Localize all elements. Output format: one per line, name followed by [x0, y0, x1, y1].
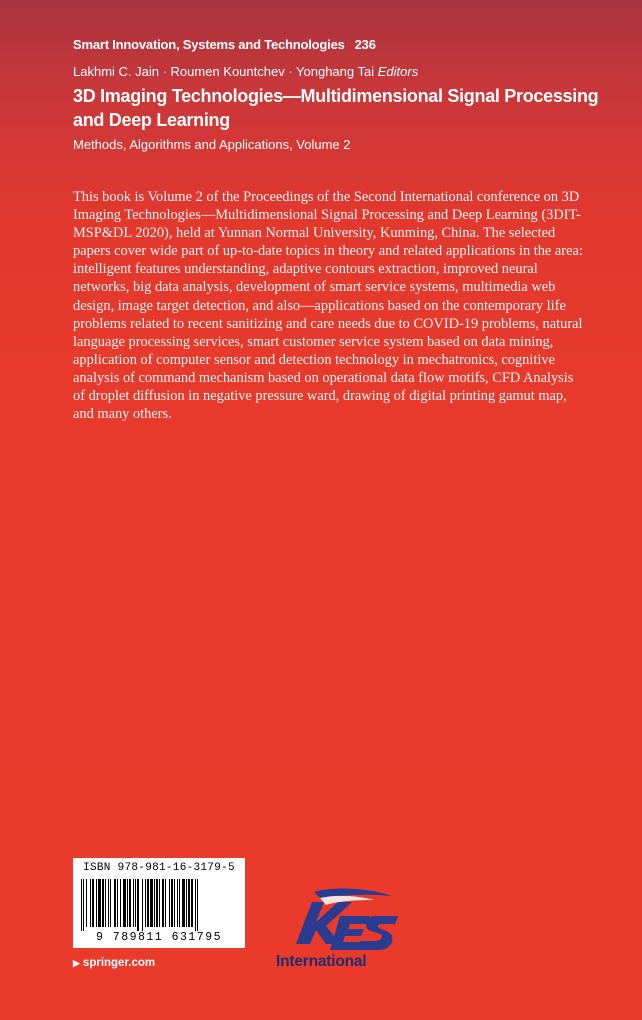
editor-names: Lakhmi C. Jain · Roumen Kountchev · Yonghang Tai [73, 64, 375, 79]
triangle-right-icon: ▶ [73, 958, 80, 968]
series-volume-number: 236 [354, 37, 376, 52]
publisher-website[interactable] [73, 957, 155, 969]
book-subtitle: Methods, Algorithms and Applications, Volume 2 [73, 137, 351, 152]
book-description: This book is Volume 2 of the Proceedings of the Second International conference on 3D Imaging Technologies—Multidimensional Signal Processing and Deep Learning (3DIT-MSP&DL 2020), held at Yunnan Normal University, Kunming, China. The selected papers cover wide part of up-to-date topics in theory and related applications in the area: intelligent features understanding, adaptive contours extraction, improved neural networks, big data analysis, development of smart service systems, multimedia web design, image target detection, and also—applications based on the contemporary life problems related to recent sanitizing and care needs due to COVID-19 problems, natural language processing services, smart customer service system based on data mining, application of computer sensor and detection technology in mechatronics, cognitive analysis of command mechanism based on operational data flow motifs, CFD Analysis of droplet diffusion in negative pressure ward, drawing of digital printing gamut map, and many others. [73, 189, 583, 423]
book-title: 3D Imaging Technologies—Multidimensional Signal Processing and Deep Learning [73, 86, 599, 130]
barcode-bars [73, 877, 245, 933]
ean-digits: 9 789811 631795 [95, 931, 223, 944]
kes-international-text: International [276, 953, 367, 970]
isbn-label: ISBN 978-981-16-3179-5 [83, 862, 235, 874]
series-name: Smart Innovation, Systems and Technologies [73, 37, 345, 52]
editors-line [73, 64, 418, 79]
isbn-barcode [73, 858, 245, 948]
series-header [73, 37, 376, 52]
publisher-website-label: springer.com [82, 957, 156, 969]
editors-role: Editors [377, 64, 419, 79]
